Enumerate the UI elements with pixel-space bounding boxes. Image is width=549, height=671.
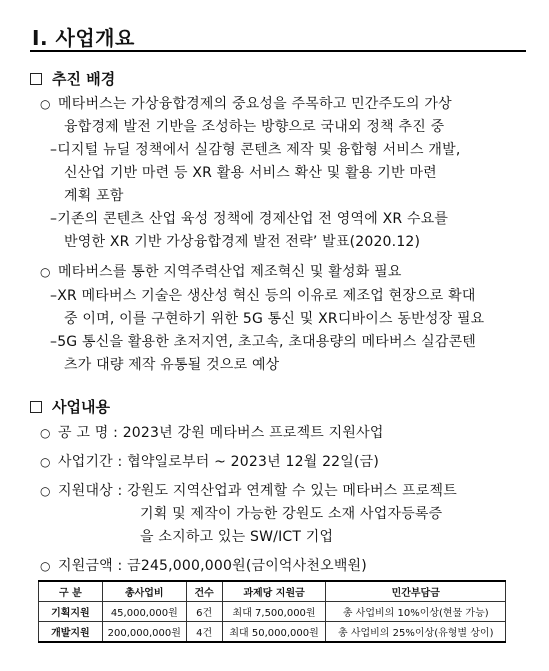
dash-line: –디지털 뉴딜 정책에서 실감형 콘텐츠 제작 및 융합형 서비스 개발, (50, 142, 461, 158)
checkbox-square-icon (30, 401, 42, 413)
table-cell: 개발지원 (39, 622, 103, 643)
info-row (40, 556, 367, 576)
text: 사업기간 : 협약일로부터 ~ 2023년 12월 22일(금) (58, 454, 380, 470)
dash-line: –XR 메타버스 기술은 생산성 혁신 등의 이유로 제조업 현장으로 확대 (50, 288, 476, 304)
text: 지원대상 : 강원도 지역산업과 연계할 수 있는 메타버스 프로젝트 (58, 483, 457, 499)
table-cell: 총 사업비의 10%이상(현물 가능) (326, 602, 506, 622)
text-line: 을 소지하고 있는 SW/ICT 기업 (140, 529, 334, 545)
table-header-cell: 건수 (186, 581, 222, 602)
bullet-line (40, 94, 452, 114)
table-cell: 6건 (186, 602, 222, 622)
table-cell: 4건 (186, 622, 222, 643)
text: 메타버스를 통한 지역주력산업 제조혁신 및 활성화 필요 (58, 264, 402, 280)
bullet-line (40, 262, 402, 282)
circle-bullet-icon: ○ (40, 426, 51, 440)
checkbox-square-icon (30, 73, 42, 85)
table-row (39, 622, 506, 643)
circle-bullet-icon: ○ (40, 455, 51, 469)
table-header-row (39, 581, 506, 602)
info-row (40, 481, 457, 501)
table-cell: 최대 7,500,000원 (222, 602, 326, 622)
text-line: 츠가 대량 제작 유통될 것으로 예상 (64, 357, 280, 373)
table-header-cell: 구 분 (39, 581, 103, 602)
dash-line: –기존의 콘텐츠 산업 육성 정책에 경제산업 전 영역에 XR 수요를 (50, 211, 449, 227)
text-line: 기획 및 제작이 가능한 강원도 소재 사업자등록증 (140, 506, 443, 522)
table-cell: 총 사업비의 25%이상(유형별 상이) (326, 622, 506, 643)
section-background-heading (30, 68, 115, 89)
dash-line: –5G 통신을 활용한 초저지연, 초고속, 초대용량의 메타버스 실감콘텐 (50, 334, 477, 350)
text-line: 반영한 XR 기반 가상융합경제 발전 전략’ 발표(2020.12) (64, 234, 421, 250)
section-title: 추진 배경 (52, 70, 116, 88)
text: 지원금액 : 금245,000,000원(금이억사천오백원) (58, 558, 367, 574)
text-line: 융합경제 발전 기반을 조성하는 방향으로 국내외 정책 추진 중 (64, 119, 445, 135)
text-line: 계획 포함 (64, 188, 124, 204)
section-content-heading (30, 396, 110, 417)
budget-table (38, 580, 506, 643)
circle-bullet-icon: ○ (40, 97, 51, 111)
text-line: 중 이며, 이를 구현하기 위한 5G 통신 및 XR디바이스 동반성장 필요 (64, 311, 485, 327)
text: 메타버스는 가상융합경제의 중요성을 주목하고 민간주도의 가상 (58, 96, 452, 112)
table-header-cell: 민간부담금 (326, 581, 506, 602)
section-title: 사업내용 (52, 398, 110, 416)
table-row (39, 602, 506, 622)
table-header-cell: 총사업비 (102, 581, 186, 602)
page-title: I. 사업개요 (32, 26, 135, 50)
text: 공 고 명 : 2023년 강원 메타버스 프로젝트 지원사업 (58, 425, 384, 441)
table-cell: 200,000,000원 (102, 622, 186, 643)
circle-bullet-icon: ○ (40, 559, 51, 573)
circle-bullet-icon: ○ (40, 484, 51, 498)
circle-bullet-icon: ○ (40, 265, 51, 279)
table-cell: 최대 50,000,000원 (222, 622, 326, 643)
title-divider (30, 50, 526, 52)
text-line: 신산업 기반 마련 등 XR 활용 서비스 확산 및 활용 기반 마련 (64, 165, 437, 181)
table-cell: 45,000,000원 (102, 602, 186, 622)
info-row (40, 423, 384, 443)
info-row (40, 452, 379, 472)
table-header-cell: 과제당 지원금 (222, 581, 326, 602)
table-cell: 기획지원 (39, 602, 103, 622)
